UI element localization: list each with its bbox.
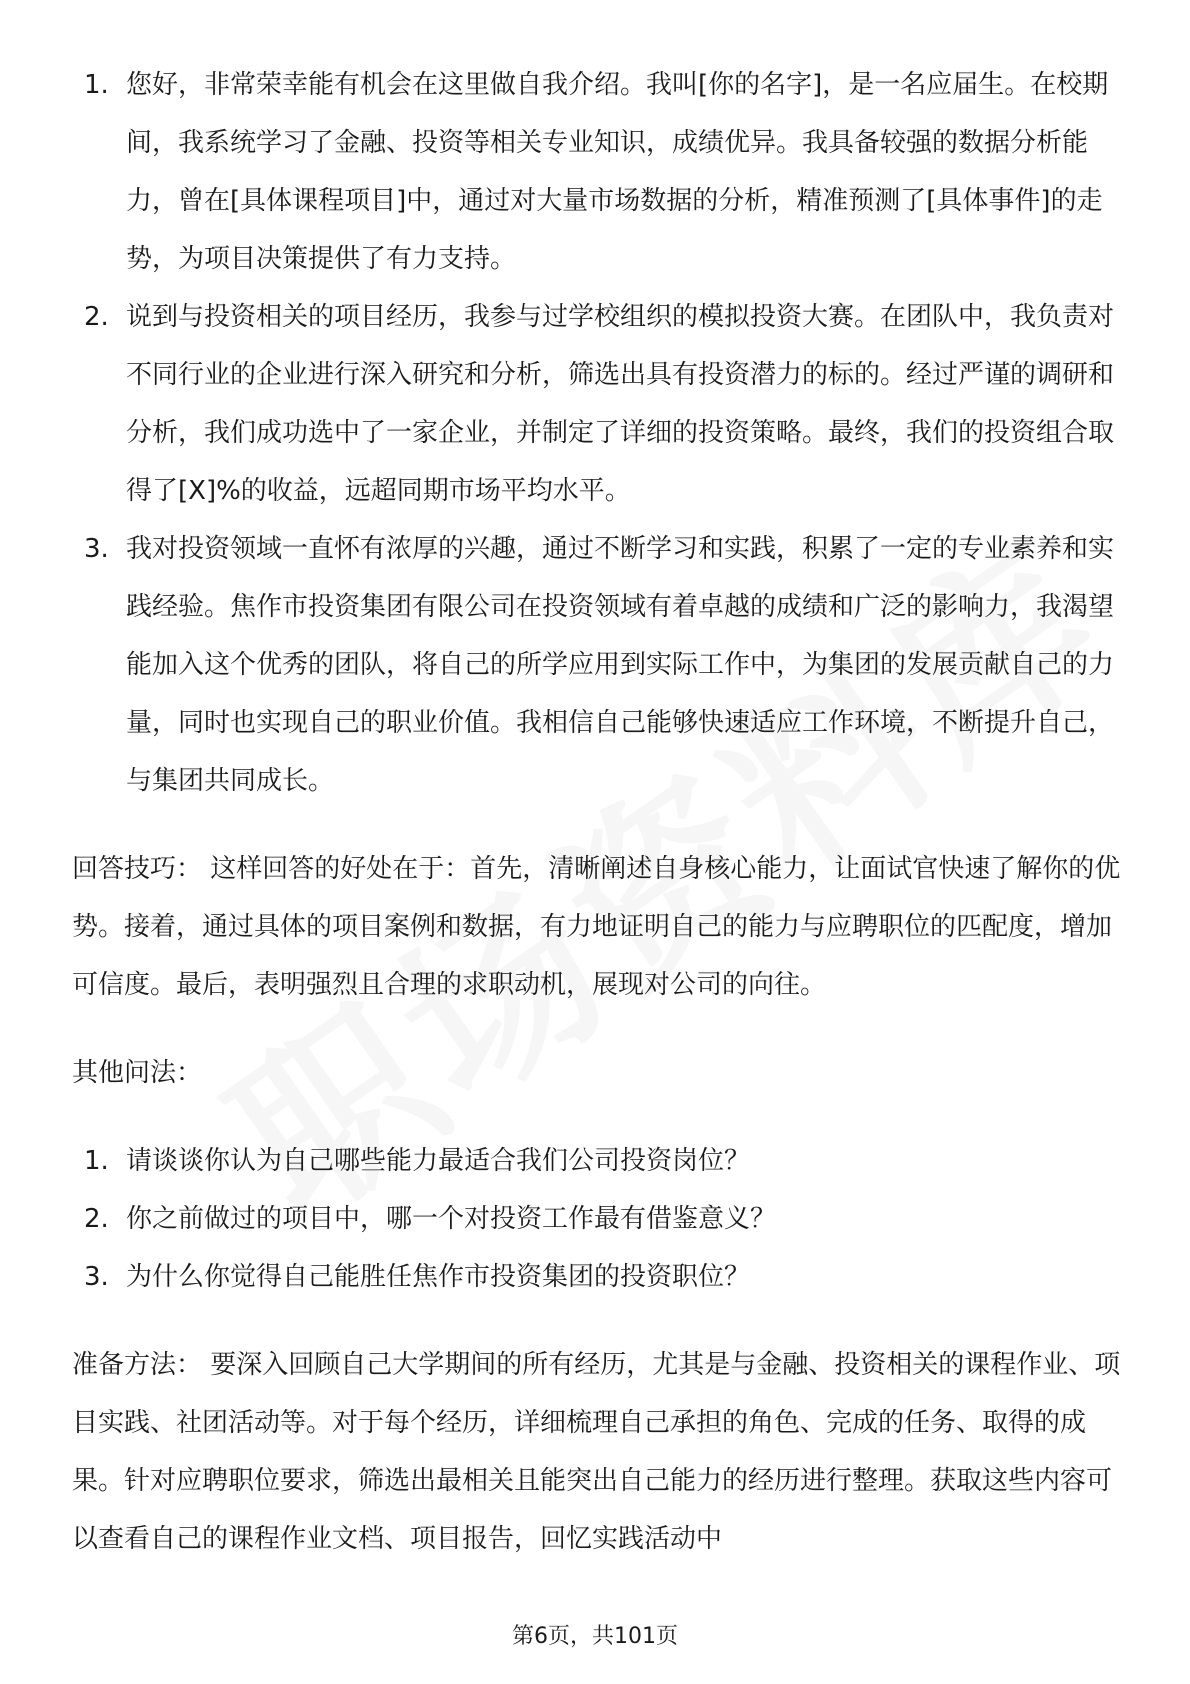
- list-item: [72, 1132, 1122, 1190]
- list-item: [72, 56, 1122, 288]
- answer-tips-paragraph: 回答技巧： 这样回答的好处在于：首先，清晰阐述自身核心能力，让面试官快速了解你的优势。接着，通过具体的项目案例和数据，有力地证明自己的能力与应聘职位的匹配度，增加可信度。最后，表明强烈且合理的求职动机，展现对公司的向往。: [72, 854, 1121, 1000]
- list-item-text: 我对投资领域一直怀有浓厚的兴趣，通过不断学习和实践，积累了一定的专业素养和实践经验。焦作市投资集团有限公司在投资领域有着卓越的成绩和广泛的影响力，我渴望能加入这个优秀的团队，将自己的所学应用到实际工作中，为集团的发展贡献自己的力量，同时也实现自己的职业价值。我相信自己能够快速适应工作环境，不断提升自己，与集团共同成长。: [126, 534, 1115, 796]
- spacer: [72, 1102, 1122, 1132]
- list-item: [72, 1248, 1122, 1306]
- spacer: [72, 1014, 1122, 1044]
- other-questions-heading: 其他问法：: [72, 1058, 203, 1088]
- list-item-text: 您好，非常荣幸能有机会在这里做自我介绍。我叫[你的名字]，是一名应届生。在校期间，我系统学习了金融、投资等相关专业知识，成绩优异。我具备较强的数据分析能力，曾在[具体课程项目]中，通过对大量市场数据的分析，精准预测了[具体事件]的走势，为项目决策提供了有力支持。: [126, 70, 1109, 274]
- list-number: 3.: [84, 1262, 109, 1292]
- list-number: 2.: [84, 302, 109, 332]
- list-item-text: 你之前做过的项目中，哪一个对投资工作最有借鉴意义？: [126, 1204, 777, 1234]
- list-item-text: 请谈谈你认为自己哪些能力最适合我们公司投资岗位？: [126, 1146, 751, 1176]
- list-number: 3.: [84, 534, 109, 564]
- list-item-text: 为什么你觉得自己能胜任焦作市投资集团的投资职位？: [126, 1262, 751, 1292]
- preparation-paragraph: 准备方法： 要深入回顾自己大学期间的所有经历，尤其是与金融、投资相关的课程作业、项目实践、社团活动等。对于每个经历，详细梳理自己承担的角色、完成的任务、取得的成果。针对应聘职位要求，筛选出最相关且能突出自己能力的经历进行整理。获取这些内容可以查看自己的课程作业文档、项目报告，回忆实践活动中: [72, 1350, 1121, 1554]
- page-number-footer: 第6页，共101页: [512, 1624, 678, 1649]
- list-number: 1.: [84, 70, 109, 100]
- list-item-text: 说到与投资相关的项目经历，我参与过学校组织的模拟投资大赛。在团队中，我负责对不同行业的企业进行深入研究和分析，筛选出具有投资潜力的标的。经过严谨的调研和分析，我们成功选中了一家企业，并制定了详细的投资策略。最终，我们的投资组合取得了[X]%的收益，远超同期市场平均水平。: [126, 302, 1115, 506]
- spacer: [72, 810, 1122, 840]
- other-questions-list: [72, 1132, 1122, 1306]
- list-number: 1.: [84, 1146, 109, 1176]
- list-item: [72, 520, 1122, 810]
- list-item: [72, 1190, 1122, 1248]
- answer-list: [72, 56, 1122, 810]
- list-item: [72, 288, 1122, 520]
- spacer: [72, 1306, 1122, 1336]
- list-number: 2.: [84, 1204, 109, 1234]
- page-content: [72, 56, 1122, 1568]
